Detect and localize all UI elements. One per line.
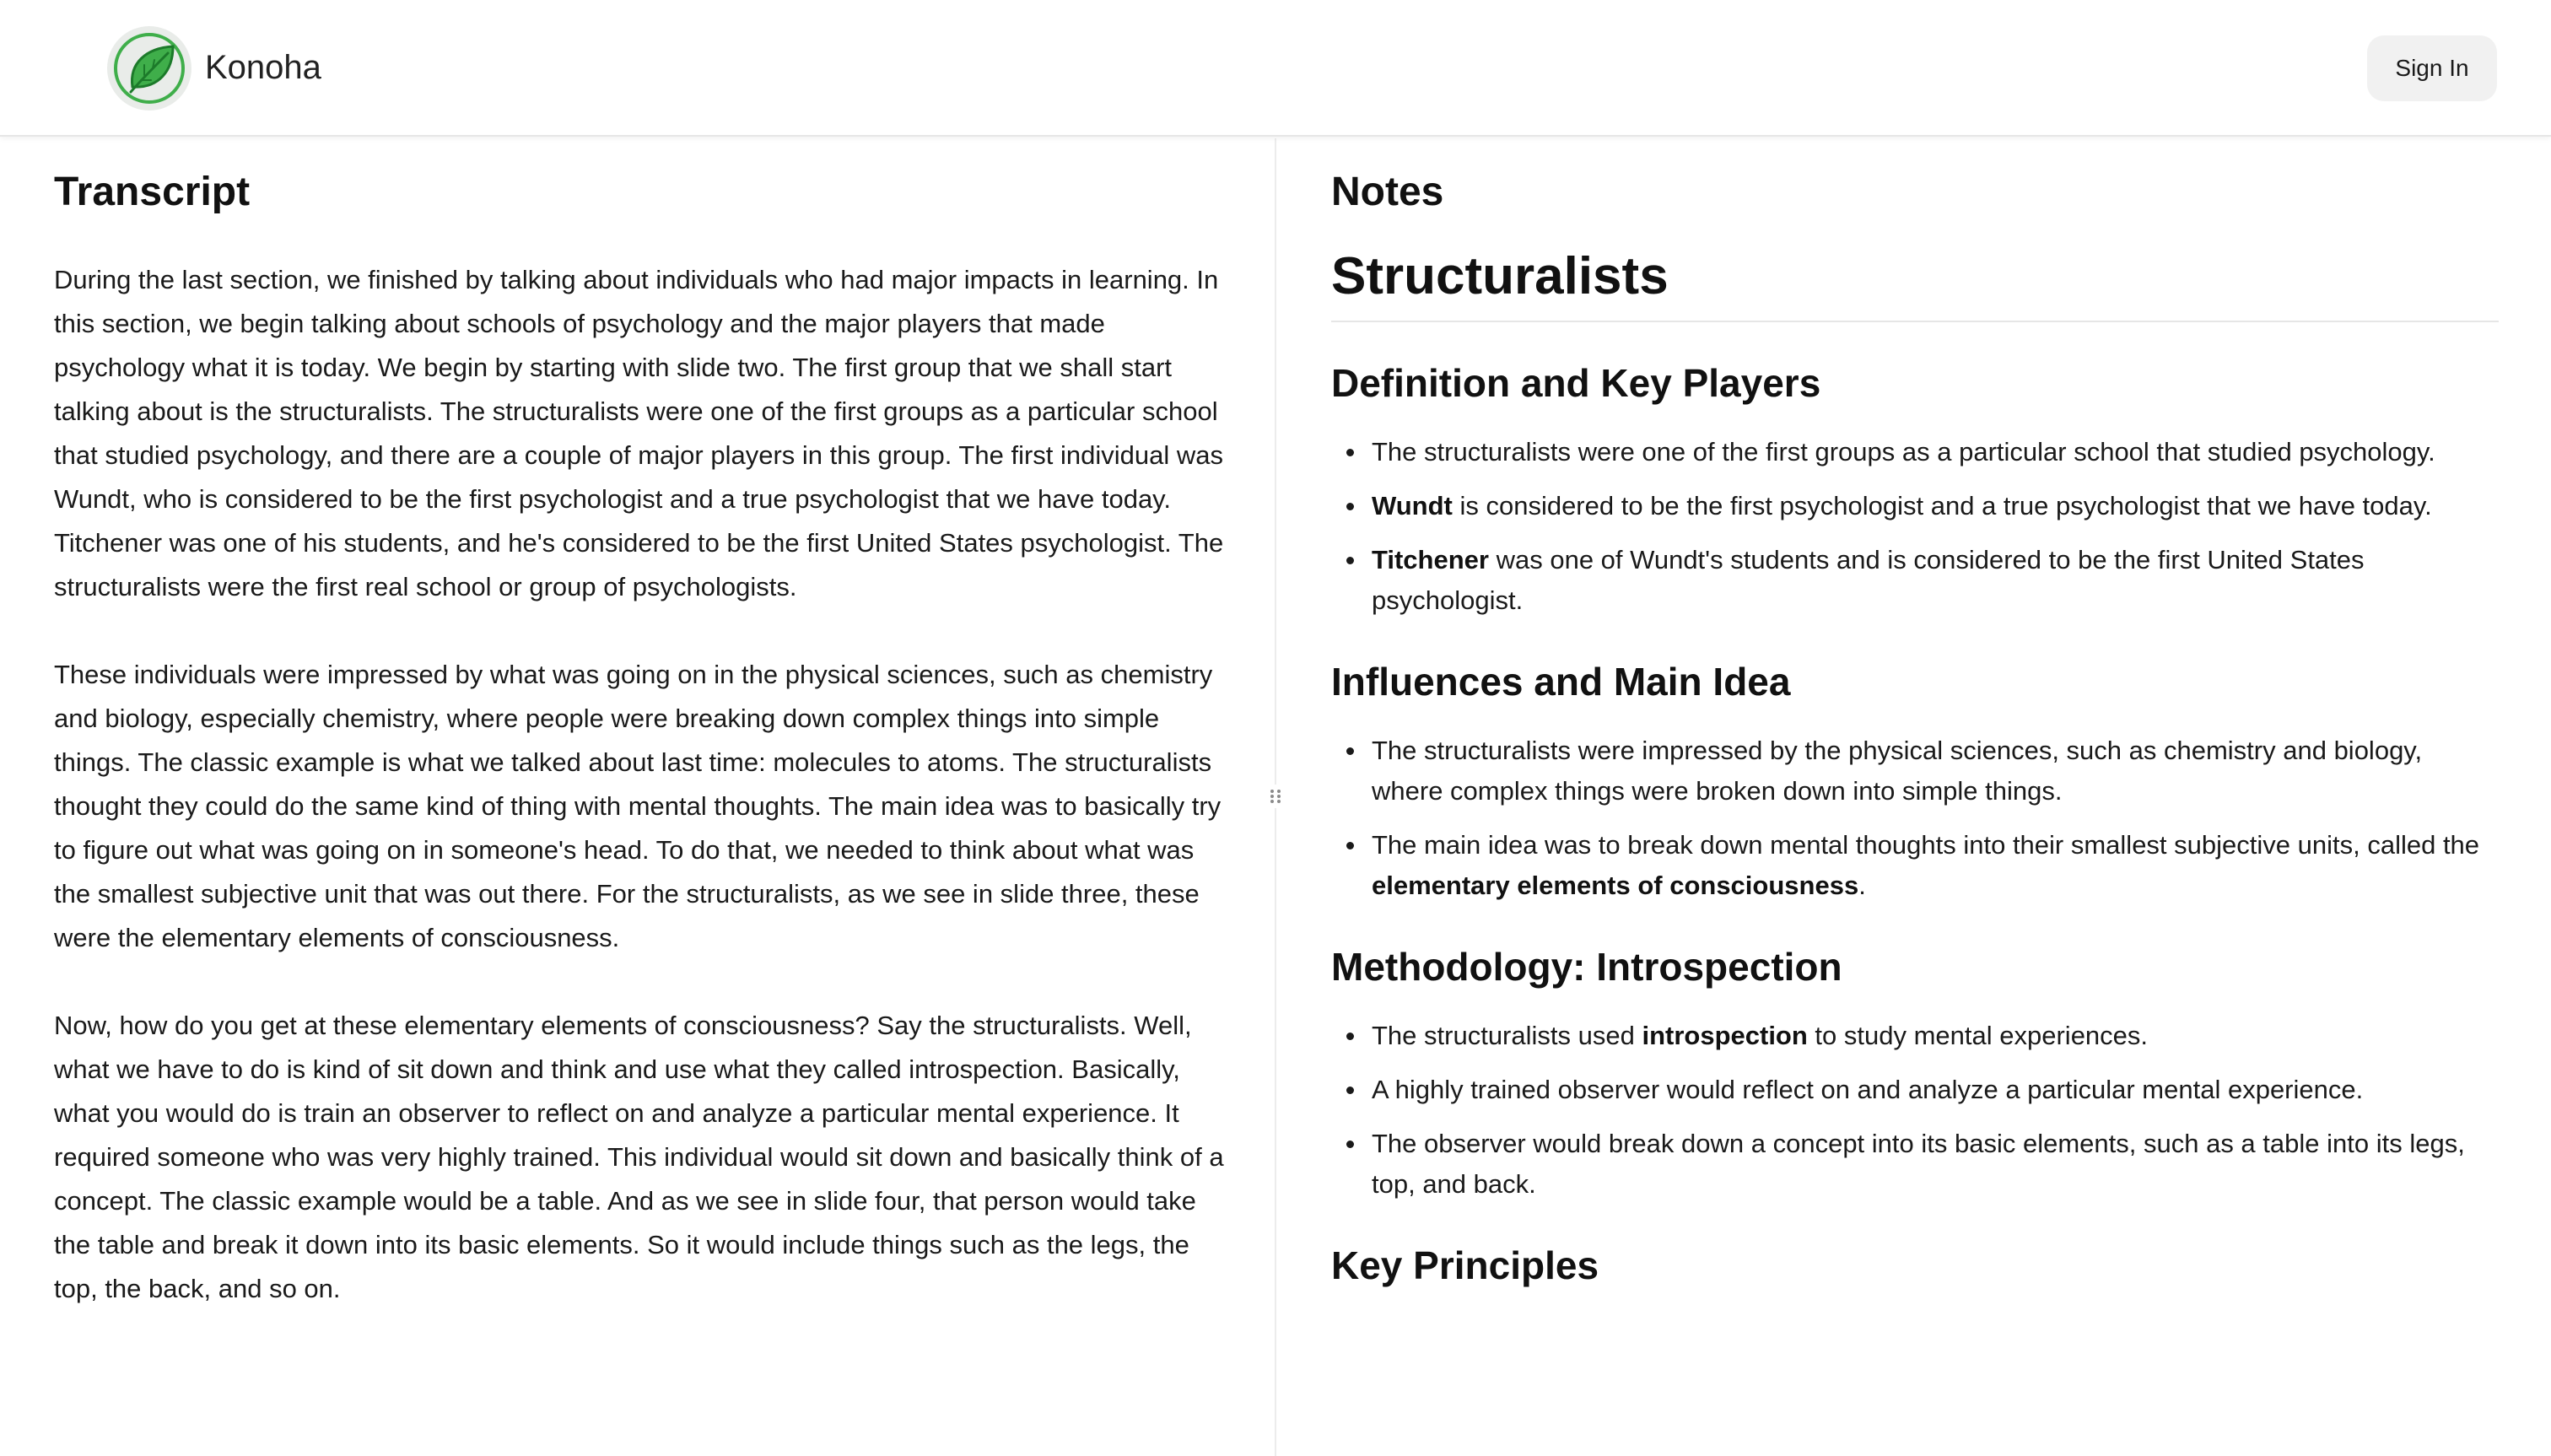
list-item: Wundt is considered to be the first psychologist and a true psychologist that we have today. bbox=[1372, 486, 2499, 526]
list-item: Titchener was one of Wundt's students and is considered to be the first United States psychologist. bbox=[1372, 540, 2499, 621]
notes-title: Notes bbox=[1331, 170, 1444, 214]
brand-name[interactable]: Konoha bbox=[205, 49, 321, 86]
section-heading: Definition and Key Players bbox=[1331, 361, 1821, 405]
sign-in-button[interactable]: Sign In bbox=[2367, 35, 2497, 101]
leaf-icon bbox=[107, 26, 191, 111]
top-bar bbox=[0, 0, 2551, 137]
transcript-paragraph: These individuals were impressed by what was going on in the physical sciences, such as chemistry and biology, especially chemistry, where people were breaking down complex things into simple things. The classic example is what we talked about last time: molecules to atoms. The structuralists thought they could do the same kind of thing with mental thoughts. The main idea was to basically try to figure out what was going on in someone's head. To do that, we needed to think about what was the smallest subjective unit that was out there. For the structuralists, as we see in slide three, these were the elementary elements of consciousness. bbox=[54, 660, 1222, 952]
notes-body bbox=[1331, 243, 2499, 1314]
bullet-list bbox=[1331, 731, 2499, 906]
list-item: The structuralists were impressed by the physical sciences, such as chemistry and biology, where complex things were broken down into simple things. bbox=[1372, 731, 2499, 812]
list-item: The main idea was to break down mental thoughts into their smallest subjective units, called the elementary elements of consciousness. bbox=[1372, 825, 2499, 906]
transcript-body bbox=[54, 258, 1227, 1355]
list-item: The structuralists were one of the first groups as a particular school that studied psychology. bbox=[1372, 432, 2499, 472]
notes-heading: Structuralists bbox=[1331, 243, 2499, 322]
transcript-paragraph: Now, how do you get at these elementary elements of consciousness? Say the structuralists. Well, what we have to do is kind of sit down and think and use what they called introspection. Basically, what you would do is train an observer to reflect on and analyze a particular mental experience. It required someone who was very highly trained. This individual would sit down and basically think of a concept. The classic example would be a table. And as we see in slide four, that person would take the table and break it down into its basic elements. So it would include things such as the legs, the top, the back, and so on. bbox=[54, 1011, 1224, 1303]
notes-pane[interactable] bbox=[1277, 138, 2551, 1456]
list-item: The observer would break down a concept into its basic elements, such as a table into its legs, top, and back. bbox=[1372, 1124, 2499, 1205]
section-heading: Methodology: Introspection bbox=[1331, 945, 1842, 989]
transcript-paragraph: During the last section, we finished by talking about individuals who had major impacts in learning. In this section, we begin talking about schools of psychology and the major players that made psychology what it is today. We begin by starting with slide two. The first group that we shall start talking about is the structuralists. The structuralists were one of the first groups as a particular school that studied psychology, and there are a couple of major players in this group. The first individual was Wundt, who is considered to be the first psychologist and a true psychologist that we have today. Titchener was one of his students, and he's considered to be the first United States psychologist. The structuralists were the first real school or group of psychologists. bbox=[54, 265, 1224, 601]
section-heading: Key Principles bbox=[1331, 1243, 1599, 1287]
bullet-list bbox=[1331, 432, 2499, 621]
logo[interactable] bbox=[107, 26, 191, 111]
bullet-list bbox=[1331, 1016, 2499, 1205]
transcript-pane[interactable] bbox=[0, 138, 1276, 1456]
list-item: The structuralists used introspection to study mental experiences. bbox=[1372, 1016, 2499, 1056]
section-heading: Influences and Main Idea bbox=[1331, 660, 1791, 704]
transcript-title: Transcript bbox=[54, 170, 251, 214]
list-item: A highly trained observer would reflect on and analyze a particular mental experience. bbox=[1372, 1070, 2499, 1110]
